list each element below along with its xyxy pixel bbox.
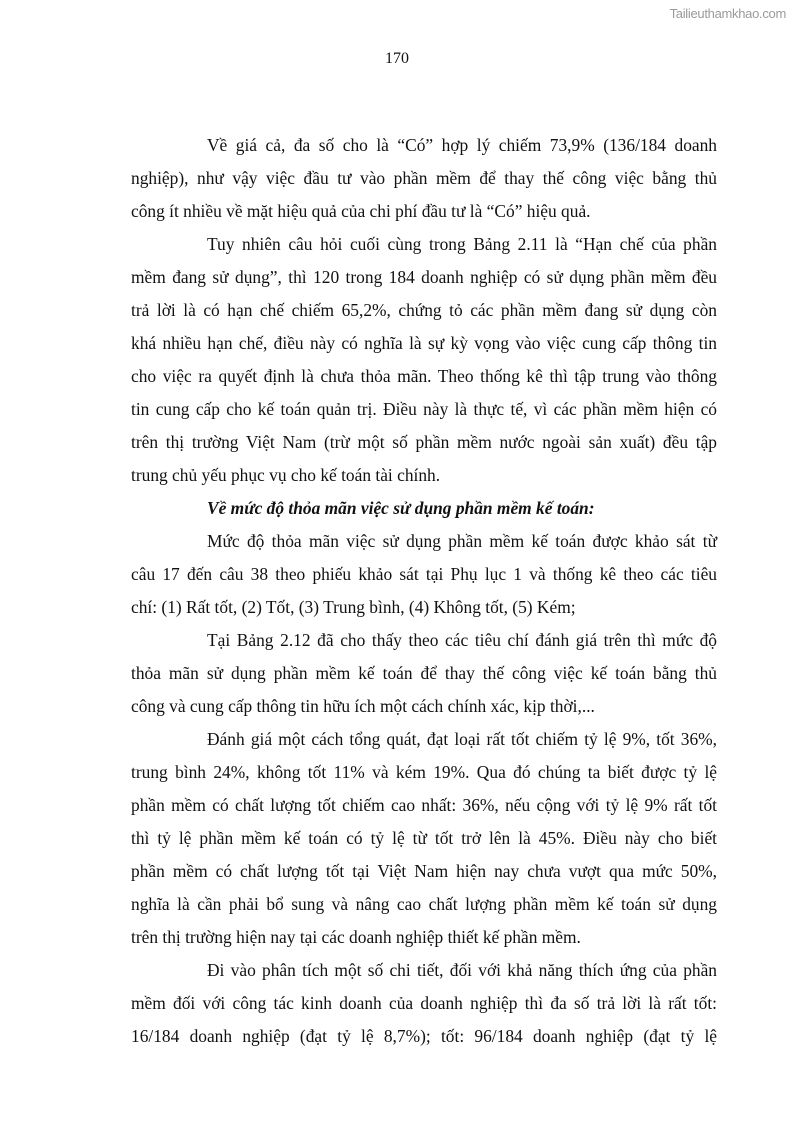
text-line: chí: (1) Rất tốt, (2) Tốt, (3) Trung bình, (4) Không tốt, (5) Kém; [131, 597, 576, 617]
text-line: công ít nhiều về mặt hiệu quả của chi phí đầu tư là “Có” hiệu quả. [131, 201, 591, 221]
text-line: mềm đối với công tác kinh doanh của doanh nghiệp thì đa số trả lời là rất tốt: [131, 993, 717, 1013]
text-line: Về giá cả, đa số cho là “Có” hợp lý chiếm 73,9% (136/184 doanh [207, 135, 717, 155]
text-line: thỏa mãn sử dụng phần mềm kế toán để thay thế công việc kế toán bằng thủ [131, 663, 717, 683]
text-line: trên thị trường Việt Nam (trừ một số phần mềm nước ngoài sản xuất) đều tập [131, 432, 717, 452]
section-heading: Về mức độ thỏa mãn việc sử dụng phần mềm kế toán: [207, 498, 595, 518]
page-number: 170 [385, 50, 409, 67]
text-line: nghĩa là cần phải bổ sung và nâng cao chất lượng phần mềm kế toán sử dụng [131, 894, 717, 914]
text-line: cho việc ra quyết định là chưa thỏa mãn. Theo thống kê thì tập trung vào thông [131, 366, 717, 386]
text-line: Đi vào phân tích một số chi tiết, đối với khả năng thích ứng của phần [207, 960, 717, 980]
text-line: mềm đang sử dụng”, thì 120 trong 184 doanh nghiệp có sử dụng phần mềm đều [131, 267, 717, 287]
text-line: tin cung cấp cho kế toán quản trị. Điều này là thực tế, vì các phần mềm hiện có [131, 399, 717, 419]
text-line: trung chủ yếu phục vụ cho kế toán tài chính. [131, 465, 441, 485]
text-line: thì tỷ lệ phần mềm kế toán có tỷ lệ từ tốt trở lên là 45%. Điều này cho biết [131, 828, 717, 848]
watermark: Tailieuthamkhao.com [669, 6, 786, 21]
text-line: nghiệp), như vậy việc đầu tư vào phần mềm để thay thế công việc bằng thủ [131, 168, 717, 188]
text-line: Đánh giá một cách tổng quát, đạt loại rất tốt chiếm tỷ lệ 9%, tốt 36%, [207, 729, 717, 749]
text-line: trung bình 24%, không tốt 11% và kém 19%. Qua đó chúng ta biết được tỷ lệ [131, 762, 717, 782]
text-line: Tuy nhiên câu hỏi cuối cùng trong Bảng 2.11 là “Hạn chế của phần [207, 234, 717, 254]
text-line: phần mềm có chất lượng tốt tại Việt Nam hiện nay chưa vượt qua mức 50%, [131, 861, 717, 881]
text-line: Mức độ thỏa mãn việc sử dụng phần mềm kế toán được khảo sát từ [207, 531, 717, 551]
text-line: phần mềm có chất lượng tốt chiếm cao nhất: 36%, nếu cộng với tỷ lệ 9% rất tốt [131, 795, 717, 815]
text-line: 16/184 doanh nghiệp (đạt tỷ lệ 8,7%); tốt: 96/184 doanh nghiệp (đạt tỷ lệ [131, 1026, 717, 1046]
text-line: câu 17 đến câu 38 theo phiếu khảo sát tại Phụ lục 1 và thống kê theo các tiêu [131, 564, 717, 584]
text-line: khá nhiều hạn chế, điều này có nghĩa là sự kỳ vọng vào việc cung cấp thông tin [131, 333, 717, 353]
text-line: công và cung cấp thông tin hữu ích một cách chính xác, kịp thời,... [131, 696, 595, 716]
text-line: Tại Bảng 2.12 đã cho thấy theo các tiêu chí đánh giá trên thì mức độ [207, 630, 717, 650]
text-line: trả lời là có hạn chế chiếm 65,2%, chứng tỏ các phần mềm đang sử dụng còn [131, 300, 717, 320]
text-line: trên thị trường hiện nay tại các doanh nghiệp thiết kế phần mềm. [131, 927, 581, 947]
